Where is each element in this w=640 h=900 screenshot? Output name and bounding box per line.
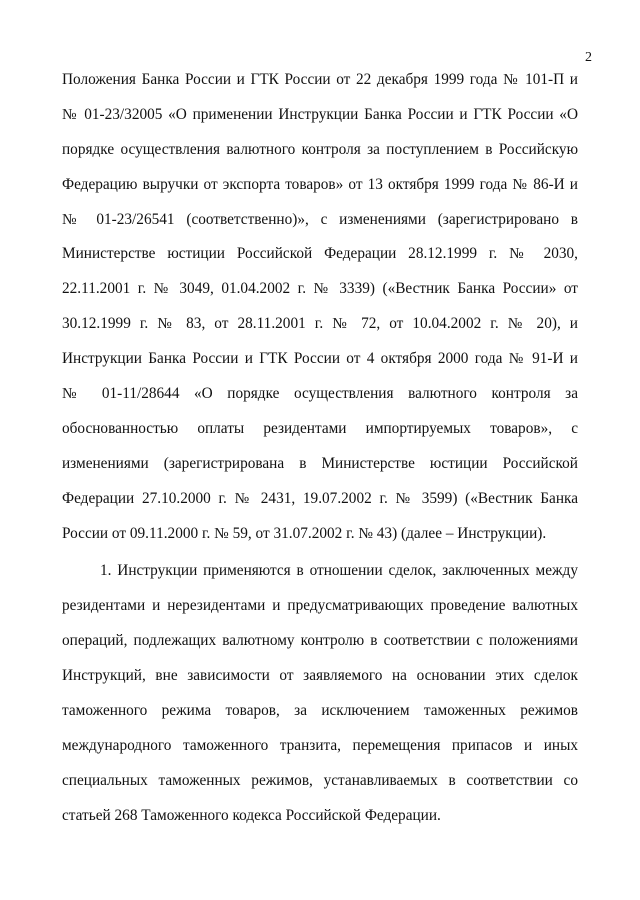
text-line: 30.12.1999 г. № 83, от 28.11.2001 г. № 72, от 10.04.2002 г. № 20), и xyxy=(62,315,578,333)
text-line: порядке осуществления валютного контроля за поступлением в Российскую xyxy=(62,140,578,158)
text-line: резидентами и нерезидентами и предусматривающих проведение валютных xyxy=(62,597,578,615)
text-line: операций, подлежащих валютному контролю в соответствии с положениями xyxy=(62,632,578,650)
text-line: обоснованностью оплаты резидентами импортируемых товаров», с xyxy=(62,419,578,437)
text-line: международного таможенного транзита, перемещения припасов и иных xyxy=(62,736,578,754)
text-line: № 01-23/26541 (соответственно)», с изменениями (зарегистрировано в xyxy=(62,210,578,228)
text-line: 22.11.2001 г. № 3049, 01.04.2002 г. № 3339) («Вестник Банка России» от xyxy=(62,280,578,298)
text-line: 1. Инструкции применяются в отношении сделок, заключенных между xyxy=(100,562,578,580)
paragraph xyxy=(62,68,578,556)
text-line: Инструкций, вне зависимости от заявляемого на основании этих сделок xyxy=(62,667,578,685)
text-line: изменениями (зарегистрирована в Министерстве юстиции Российской xyxy=(62,454,578,472)
text-line: Инструкции Банка России и ГТК России от 4 октября 2000 года № 91-И и xyxy=(62,350,578,368)
text-line: таможенного режима товаров, за исключением таможенных режимов xyxy=(62,702,578,720)
text-line: Федерации 27.10.2000 г. № 2431, 19.07.2002 г. № 3599) («Вестник Банка xyxy=(62,489,578,507)
text-line: статьей 268 Таможенного кодекса Российской Федерации. xyxy=(62,806,441,824)
text-line: специальных таможенных режимов, устанавливаемых в соответствии со xyxy=(62,771,578,789)
text-line: Министерстве юстиции Российской Федерации 28.12.1999 г. № 2030, xyxy=(62,245,578,263)
text-line: Положения Банка России и ГТК России от 22 декабря 1999 года № 101-П и xyxy=(62,71,578,88)
paragraph xyxy=(62,559,578,838)
text-line: России от 09.11.2000 г. № 59, от 31.07.2002 г. № 43) (далее – Инструкции). xyxy=(62,524,547,542)
text-line: № 01-23/32005 «О применении Инструкции Банка России и ГТК России «О xyxy=(62,105,578,123)
text-line: № 01-11/28644 «О порядке осуществления валютного контроля за xyxy=(62,385,578,403)
text-line: Федерацию выручки от экспорта товаров» от 13 октября 1999 года № 86-И и xyxy=(62,175,578,193)
page-number: 2 xyxy=(585,50,592,65)
document-body xyxy=(62,68,578,839)
